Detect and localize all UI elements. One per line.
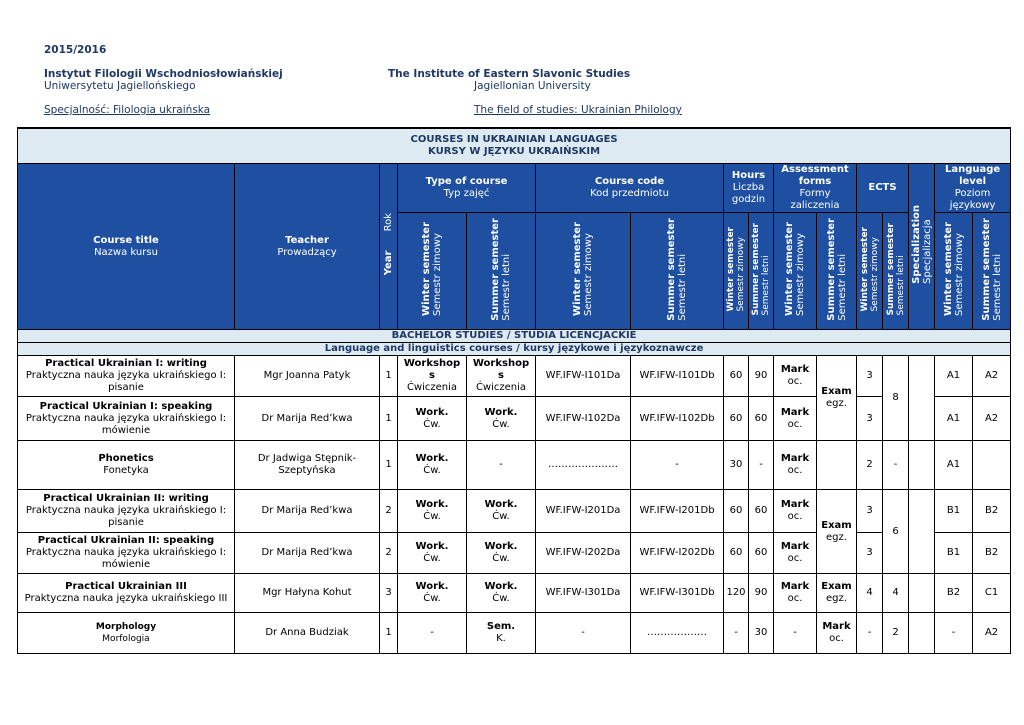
teacher: Mgr Hałyna Kohut xyxy=(235,574,380,613)
section-language: Language and linguistics courses / kursy językowe i językoznawcze xyxy=(18,343,1011,356)
assess-w-pl: oc. xyxy=(787,418,803,430)
specialization xyxy=(909,441,935,490)
table-row xyxy=(18,356,1011,397)
en-field: The field of studies: Ukrainian Philology xyxy=(474,104,682,116)
exam-en: Exam xyxy=(821,386,852,397)
assess-w-en: Mark xyxy=(780,581,810,592)
ects-winter: 3 xyxy=(857,490,883,533)
type-summer xyxy=(467,397,536,441)
course-title-pl: Praktyczna nauka języka ukraińskiego I: mówienie xyxy=(25,547,227,570)
type-winter xyxy=(398,441,467,490)
type-winter xyxy=(398,397,467,441)
type-s-pl: K. xyxy=(496,633,506,644)
type-summer xyxy=(467,533,536,574)
hours-en: Hours xyxy=(731,170,766,181)
year: 2 xyxy=(380,490,398,533)
assess-w-pl: oc. xyxy=(787,553,803,564)
teacher-pl: Prowadzący xyxy=(277,246,337,258)
teacher: Dr Marija Red’kwa xyxy=(235,397,380,441)
ects-winter: 3 xyxy=(857,356,883,397)
hours-summer: 90 xyxy=(749,356,774,397)
ects-winter: - xyxy=(857,613,883,654)
assess-summer xyxy=(817,613,857,654)
assess-s-pl: egz. xyxy=(826,593,847,604)
col-code xyxy=(536,164,724,213)
table-title xyxy=(18,128,1011,164)
code-en: Course code xyxy=(594,176,665,187)
type-summer xyxy=(467,356,536,397)
type-summer xyxy=(467,490,536,533)
code-summer: Summer semester Semestr letni xyxy=(631,213,724,330)
spec-label: Specialization Specjalizacja xyxy=(911,205,933,284)
year: 1 xyxy=(380,397,398,441)
hours-summer: 30 xyxy=(749,613,774,654)
code-winter: WF.IFW-I101Da xyxy=(536,356,631,397)
assess-summer xyxy=(817,441,857,490)
teacher-en: Teacher xyxy=(285,234,329,246)
assess-w-en: Mark xyxy=(780,364,810,375)
ects-winter: Winter semester Semestr zimowy xyxy=(857,213,883,330)
table-title-en: COURSES IN UKRAINIAN LANGUAGES xyxy=(410,134,618,145)
assess-winter xyxy=(774,397,817,441)
type-w-pl: Ćwiczenia xyxy=(406,382,458,393)
teacher: Mgr Joanna Patyk xyxy=(235,356,380,397)
course-title xyxy=(18,397,235,441)
hours-summer: 90 xyxy=(749,574,774,613)
hours-summer: - xyxy=(749,441,774,490)
type-s-pl: Ćw. xyxy=(492,593,510,604)
type-winter: - xyxy=(398,613,467,654)
en-university: Jagiellonian University xyxy=(474,80,591,92)
hours-pl: Liczba godzin xyxy=(731,182,766,205)
assess-en: Assessment forms xyxy=(781,164,849,187)
col-type xyxy=(398,164,536,213)
hours-winter: 120 xyxy=(724,574,749,613)
year: 3 xyxy=(380,574,398,613)
year: 2 xyxy=(380,533,398,574)
type-s-pl: Ćwiczenia xyxy=(475,382,527,393)
course-title xyxy=(18,613,235,654)
ects-summer-merged: 8 xyxy=(883,356,909,441)
course-title-en: Practical Ukrainian II: speaking xyxy=(37,535,215,546)
hours-summer: 60 xyxy=(749,490,774,533)
courses-table xyxy=(17,127,1011,654)
code-winter: WF.IFW-I201Da xyxy=(536,490,631,533)
teacher: Dr Anna Budziak xyxy=(235,613,380,654)
assess-winter: Winter semester Semestr zimowy xyxy=(774,213,817,330)
type-w-pl: Ćw. xyxy=(423,465,441,476)
hours-winter: 60 xyxy=(724,397,749,441)
type-w-en: Work. xyxy=(415,581,449,592)
table-row xyxy=(18,441,1011,490)
exam-en: Exam xyxy=(821,519,852,531)
hours-winter: - xyxy=(724,613,749,654)
code-summer: WF.IFW-I202Db xyxy=(631,533,724,574)
course-title-pl: Praktyczna nauka języka ukraińskiego I: pisanie xyxy=(25,505,227,528)
code-winter: Winter semester Semestr zimowy xyxy=(536,213,631,330)
pl-institute: Instytut Filologii Wschodniosłowiańskiej xyxy=(44,68,283,80)
type-s-en: Work. xyxy=(484,581,518,592)
code-summer: ……………… xyxy=(631,613,724,654)
code-summer: - xyxy=(631,441,724,490)
type-w-pl: Ćw. xyxy=(423,553,441,564)
assess-winter xyxy=(774,533,817,574)
ects-winter: 2 xyxy=(857,441,883,490)
course-title-pl: Praktyczna nauka języka ukraińskiego III xyxy=(24,593,228,604)
type-winter xyxy=(398,356,467,397)
course-title-en: Morphology xyxy=(95,622,157,632)
col-course-title xyxy=(18,164,235,330)
assess-s-en: Exam xyxy=(821,581,852,592)
code-summer: WF.IFW-I201Db xyxy=(631,490,724,533)
assess-summer-merged xyxy=(817,490,857,574)
col-year xyxy=(380,164,398,330)
teacher: Dr Marija Red’kwa xyxy=(235,533,380,574)
lang-pl: Poziom językowy xyxy=(949,188,996,211)
hours-summer: 60 xyxy=(749,397,774,441)
course-title-pl: Morfologia xyxy=(102,634,150,644)
exam-pl: egz. xyxy=(826,531,847,543)
assess-w-en: Mark xyxy=(780,499,810,510)
assess-w-en: Mark xyxy=(780,453,810,464)
course-title-pl: Nazwa kursu xyxy=(94,246,158,258)
type-w-en: Work. xyxy=(415,499,449,510)
type-s-en: Work. xyxy=(484,499,518,510)
type-s-en: Work. xyxy=(484,541,518,552)
type-summer xyxy=(467,574,536,613)
specialization xyxy=(909,356,935,441)
course-title-pl: Fonetyka xyxy=(103,465,149,476)
hours-winter: 60 xyxy=(724,356,749,397)
lang-winter: B2 xyxy=(935,574,973,613)
assess-winter xyxy=(774,574,817,613)
type-w-en: Work. xyxy=(415,406,449,418)
ects-winter: 3 xyxy=(857,533,883,574)
hours-winter: Winter semester Semestr zimowy xyxy=(724,213,749,330)
table-title-pl: KURSY W JĘZYKU UKRAIŃSKIM xyxy=(428,146,601,157)
col-hours xyxy=(724,164,774,213)
table-row xyxy=(18,490,1011,533)
assess-w-en: Mark xyxy=(780,406,810,418)
assess-w-pl: oc. xyxy=(787,511,803,522)
course-title-en: Phonetics xyxy=(98,453,154,464)
pl-specialty: Specjalność: Filologia ukraińska xyxy=(44,104,211,116)
type-s-en: Workshop s xyxy=(472,358,530,381)
table-row xyxy=(18,533,1011,574)
code-winter: ………………… xyxy=(536,441,631,490)
type-s-en: Sem. xyxy=(486,621,516,632)
type-w-pl: Ćw. xyxy=(423,593,441,604)
ects-summer: 4 xyxy=(883,574,909,613)
code-pl: Kod przedmiotu xyxy=(590,188,669,199)
course-title xyxy=(18,574,235,613)
col-language-level xyxy=(935,164,1011,213)
assess-w-pl: oc. xyxy=(787,376,803,387)
section-bachelor: BACHELOR STUDIES / STUDIA LICENCJACKIE xyxy=(18,330,1011,343)
assess-s-en: Mark xyxy=(822,621,851,632)
table-row xyxy=(18,397,1011,441)
course-title-en: Practical Ukrainian II: writing xyxy=(43,493,209,504)
specialization xyxy=(909,574,935,613)
lang-winter: Winter semester Semestr zimowy xyxy=(935,213,973,330)
hours-winter: 60 xyxy=(724,533,749,574)
year-label: Year Rok xyxy=(383,213,394,276)
assess-pl: Formy zaliczenia xyxy=(790,188,840,211)
ects-winter: 4 xyxy=(857,574,883,613)
type-w-en: Workshop s xyxy=(403,358,461,381)
year: 1 xyxy=(380,613,398,654)
specialization xyxy=(909,613,935,654)
assess-summer: Summer semester Semestr letni xyxy=(817,213,857,330)
lang-summer xyxy=(973,441,1011,490)
lang-summer: A2 xyxy=(973,613,1011,654)
course-title-en: Practical Ukrainian I: writing xyxy=(45,358,207,369)
assess-w-pl: oc. xyxy=(787,465,803,476)
lang-summer: B2 xyxy=(973,533,1011,574)
course-title-pl: Praktyczna nauka języka ukraińskiego I: mówienie xyxy=(25,412,227,436)
course-title-en: Practical Ukrainian I: speaking xyxy=(39,400,213,412)
code-winter: WF.IFW-I301Da xyxy=(536,574,631,613)
assess-winter: - xyxy=(774,613,817,654)
hours-summer: Summer semester Semestr letni xyxy=(749,213,774,330)
assess-summer xyxy=(817,574,857,613)
course-title xyxy=(18,533,235,574)
lang-summer: A2 xyxy=(973,356,1011,397)
type-winter xyxy=(398,533,467,574)
course-title-en: Course title xyxy=(93,234,159,246)
year: 1 xyxy=(380,441,398,490)
ects-summer: - xyxy=(883,441,909,490)
course-title xyxy=(18,490,235,533)
col-assessment xyxy=(774,164,857,213)
type-s-en: Work. xyxy=(484,406,518,418)
type-winter xyxy=(398,574,467,613)
type-s-pl: Ćw. xyxy=(492,511,510,522)
lang-winter: A1 xyxy=(935,397,973,441)
ects-winter: 3 xyxy=(857,397,883,441)
ects-summer: Summer semester Semestr letni xyxy=(883,213,909,330)
assess-winter xyxy=(774,356,817,397)
assess-summer-merged xyxy=(817,356,857,441)
year: 1 xyxy=(380,356,398,397)
type-summer: - xyxy=(467,441,536,490)
col-teacher xyxy=(235,164,380,330)
type-s-pl: Ćw. xyxy=(492,553,510,564)
teacher: Dr Marija Red’kwa xyxy=(235,490,380,533)
code-summer: WF.IFW-I301Db xyxy=(631,574,724,613)
assess-w-en: Mark xyxy=(780,541,810,552)
type-summer: Summer semester Semestr letni xyxy=(467,213,536,330)
type-summer xyxy=(467,613,536,654)
hours-summer: 60 xyxy=(749,533,774,574)
lang-winter: A1 xyxy=(935,356,973,397)
hours-winter: 60 xyxy=(724,490,749,533)
teacher: Dr Jadwiga Stępnik-Szeptyńska xyxy=(235,441,380,490)
code-winter: WF.IFW-I102Da xyxy=(536,397,631,441)
course-title xyxy=(18,356,235,397)
type-winter xyxy=(398,490,467,533)
academic-year: 2015/2016 xyxy=(44,44,107,56)
type-w-pl: Ćw. xyxy=(423,511,441,522)
assess-s-pl: oc. xyxy=(829,633,844,644)
hours-winter: 30 xyxy=(724,441,749,490)
type-en: Type of course xyxy=(425,176,508,187)
assess-w-pl: oc. xyxy=(787,593,803,604)
lang-summer: C1 xyxy=(973,574,1011,613)
type-w-en: Work. xyxy=(415,541,449,552)
ects-summer: 2 xyxy=(883,613,909,654)
course-title-pl: Praktyczna nauka języka ukraińskiego I: pisanie xyxy=(25,370,227,393)
lang-summer: A2 xyxy=(973,397,1011,441)
lang-summer: Summer semester Semestr letni xyxy=(973,213,1011,330)
type-w-en: Work. xyxy=(415,453,449,464)
code-summer: WF.IFW-I102Db xyxy=(631,397,724,441)
course-title xyxy=(18,441,235,490)
col-specialization xyxy=(909,164,935,330)
code-summer: WF.IFW-I101Db xyxy=(631,356,724,397)
lang-winter: B1 xyxy=(935,533,973,574)
type-w-pl: Ćw. xyxy=(423,418,441,430)
en-institute: The Institute of Eastern Slavonic Studies xyxy=(388,68,631,80)
lang-summer: B2 xyxy=(973,490,1011,533)
code-winter: WF.IFW-I202Da xyxy=(536,533,631,574)
exam-pl: egz. xyxy=(826,398,847,409)
ects-summer-merged: 6 xyxy=(883,490,909,574)
lang-en: Language level xyxy=(944,164,1001,187)
code-winter: - xyxy=(536,613,631,654)
lang-winter: - xyxy=(935,613,973,654)
assess-winter xyxy=(774,490,817,533)
lang-winter: A1 xyxy=(935,441,973,490)
type-pl: Typ zajęć xyxy=(443,188,490,199)
course-title-en: Practical Ukrainian III xyxy=(65,581,187,592)
table-row xyxy=(18,574,1011,613)
col-ects: ECTS xyxy=(857,164,909,213)
table-row xyxy=(18,613,1011,654)
type-s-pl: Ćw. xyxy=(492,418,510,430)
type-winter: Winter semester Semestr zimowy xyxy=(398,213,467,330)
lang-winter: B1 xyxy=(935,490,973,533)
assess-winter xyxy=(774,441,817,490)
specialization xyxy=(909,490,935,574)
pl-university: Uniwersytetu Jagiellońskiego xyxy=(44,80,196,92)
